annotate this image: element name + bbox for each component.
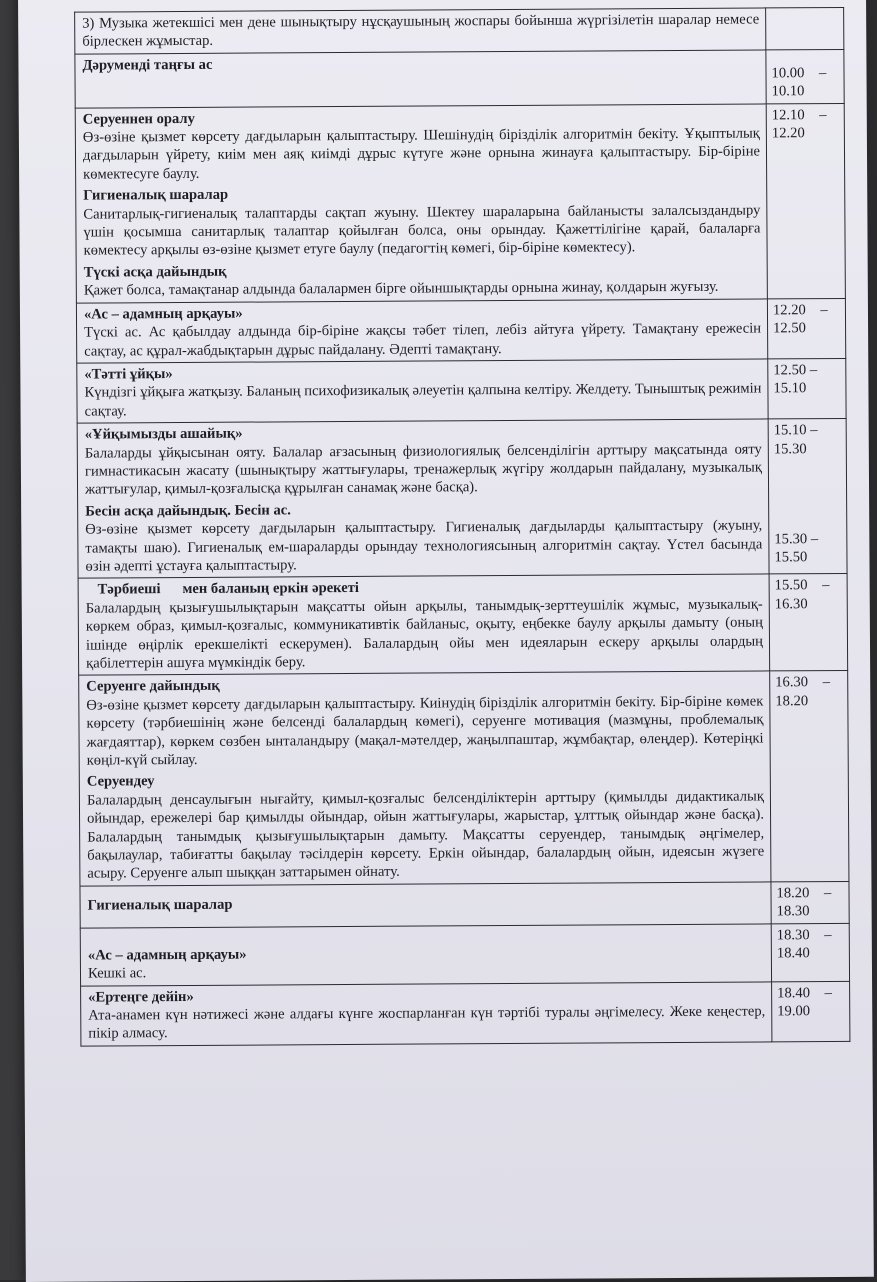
activity-cell [75,50,766,108]
activity-text: Санитарлық-гигиеналық талаптарды сақтап жуыну. Шектеу шараларына байланысты залалсыздандыру үшін қосымша санитарлық талаптар қойылған болса, оны орындау. Қажеттілігіне қарай, балаларға көмектесу арқылы өз-өзіне қызмет етуге баулу (педагогтің көмегі, бір-біріне көмектесу). [83,202,761,260]
document-page [18,0,874,1282]
time-start: 15.30 – [774,531,819,548]
activity-cell [78,574,770,675]
time-cell [766,103,845,299]
activity-text: Өз-өзіне қызмет көрсету дағдыларын қалыптастыру. Шешінудің біріздiлiк алгоритмін бекіту. Ұқыптылық дағдыларын үйрету, киім мен аяқ киімді дұрыс күтуге және орнына жинауға қалыптастыру. Бір-біріне көмектесуге баулу. [82,125,761,183]
daily-schedule-table [74,7,850,1046]
activity-title: Серуендеу [86,773,155,791]
schedule-page [74,7,850,1046]
time-dash: – [818,64,827,81]
time-end: 19.00 [777,1003,811,1020]
time-end: 18.40 [776,945,810,962]
activity-text: Балаларды ұйқысынан ояту. Балалар ағзасының физиологиялық белсенділігін арттыру мақсатында ояту гимнастикасын жасату (шынықтыру жаттығулары, тренажерлық жүгіру жолдарын пайдалану, музыкалық жаттығулар, қимыл-қозғалысқа құрылған санамақ және басқа). [84,440,762,498]
time-cell [768,358,846,419]
time-cell [766,49,844,103]
table-row [75,7,844,54]
time-cell [771,881,849,923]
activity-title: «Ас – адамның арқауы» [87,946,247,964]
time-end: 16.30 [774,595,808,613]
activity-text: Қажет болса, тамақтанар алдында балалармен бірге ойыншықтарды орнына жинау, қолдарын жуғызу. [83,279,719,299]
time-end: 18.20 [775,692,809,710]
activity-cell [75,104,767,303]
time-cell [769,574,848,672]
table-row [78,574,848,676]
time-end: 10.10 [771,83,805,100]
time-dash: – [822,577,830,594]
time-cell [770,671,849,882]
table-row [76,298,845,363]
activity-title: «Ұйқымызды ашайық» [84,425,243,443]
header-text: 3) Музыка жетекшісі мен дене шынықтыру нұсқаушының жоспары бойынша жүргізілетін шаралар немесе бірлескен жұмыстар. [82,11,760,51]
table-row [81,981,850,1046]
time-cell [771,923,849,981]
activity-text: Өз-өзіне қызмет көрсету дағдыларын қалыптастыру. Гигиеналық дағдыларды қалыптастыру (жуыну, тамақты шаю). Гигиеналық ем-шараларды орындау технологиясының алгоритмін сақтау. Үстел басында өзін әдепті ұстауға қалыптастыру. [85,517,763,575]
time-dash: – [823,884,832,901]
activity-cell [76,299,767,363]
table-row [75,103,845,303]
time-start: 12.10 [771,106,805,124]
activity-title: Гигиеналық шаралар [87,896,233,914]
activity-cell [80,882,771,928]
time-end: 15.30 [773,440,807,457]
activity-title: «Ертеңге дейін» [88,988,194,1006]
time-end: 12.20 [771,125,805,142]
activity-cell [79,671,771,886]
time-cell [768,419,847,575]
time-end: 12.50 [773,320,806,337]
time-start: 18.40 [777,984,811,1001]
table-row [77,358,846,423]
activity-title: Түскі асқа дайындық [83,263,227,281]
table-row [80,923,849,986]
time-start: 12.50 – [773,362,818,379]
time-dash: – [824,926,832,943]
activity-title: Дәруменді таңғы ас [82,56,213,74]
time-cell [766,7,844,49]
activity-text: Балалардың қызығушылықтарын мақсатты ойын арқылы, танымдық-зерттеушілік жұмыс, музыкалық-көркем образ, қимыл-қозғалыс, коммуникативтік байланыс, оқыту, еңбекке баулу арқылы дамыту (оның ішінде өңірлік ерекшелікті ескерумен). Балалардың ойы мен идеяларын ескеру арқылы олардың қабілеттерін ашуға мүмкіндік беру. [85,596,764,672]
activity-text: Кешкі ас. [87,965,147,982]
time-start: 18.30 [776,926,810,944]
time-start: 15.50 [774,577,808,594]
time-start: 12.20 [772,301,806,319]
time-cell [772,981,850,1042]
time-start: 10.00 [771,65,805,82]
activity-text: Өз-өзіне қызмет көрсету дағдыларын қалыптастыру. Киінудің біріздiлiк алгоритмін бекіту. Бір-біріне көмек көрсету (тәрбиешінің және белсенді балалардың көмегі), серуенге мотивация (мазмұны, проблемалық жағдаяттар), көркем сөзбен ынталандыру (мақал-мәтелдер, жаңылпаштар, жұмбақтар, өлеңдер). Көтеріңкі көңіл-күй сыйлау. [86,693,764,769]
activity-cell [77,359,768,423]
time-dash: – [822,674,831,691]
time-start: 16.30 [775,674,809,691]
time-dash: – [824,984,832,1001]
table-row [75,49,844,108]
time-start: 15.10 – [773,422,818,439]
time-start: 18.20 [776,885,810,902]
activity-title: Тәрбиеші мен баланың еркін әрекеті [97,580,359,598]
activity-text: Түскі ас. Ас қабылдау алдында бір-біріне жақсы тәбет тілеп, лебіз айтуға үйрету. Тамақтану ережесін сақтау, ас құрал-жабдықтарын дұрыс пайдалану. Әдепті тамақтану. [84,320,762,360]
time-dash: – [820,301,828,318]
activity-text: Ата-анамен күн нәтижесі және алдағы күнге жоспарланған күн тәртібі туралы әңгімелесу. Жеке кеңестер, пікір алмасу. [88,1003,766,1042]
activity-title: Гигиеналық шаралар [83,186,229,204]
time-end: 15.10 [773,380,807,397]
time-cell [767,298,845,359]
time-end: 15.50 [774,549,808,566]
table-row [79,671,849,886]
table-row [77,419,847,579]
activity-cell [81,981,772,1045]
time-dash: – [819,106,827,123]
activity-text: Күндізгі ұйқыға жатқызу. Баланың психофизикалық әлеуетін қалпына келтіру. Желдету. Тыныштық режимін сақтау. [84,380,762,420]
activity-title: «Ас – адамның арқауы» [83,305,243,323]
activity-cell [77,419,769,578]
activity-text: Балалардың денсаулығын нығайту, қимыл-қозғалыс белсенділіктерін арттыру (қимылды дидактикалық ойындар, ережелері бар қимылды ойындар, ойын жаттығулары, жарыстар, ұлттық ойындар және басқа). Балалардың танымдық қызығушылықтарын дамыту. Мақсатты серуендер, танымдық әңгімелер, бақылаулар, табиғатты бақылау тәсілдерін көрсету. Еркін ойындар, балалардың ойын, идеясын жүзеге асыру. Серуенге алып шыққан заттарымен ойнату. [86,788,765,883]
activity-title: «Тәтті ұйқы» [84,365,173,383]
activity-cell [80,924,771,986]
activity-title: Серуенге дайындық [86,678,220,696]
activity-title: Серуеннен оралу [82,110,195,128]
table-row [80,881,849,928]
time-end: 18.30 [776,903,810,920]
activity-title: Бесін асқа дайындық. Бесін ас. [85,502,291,520]
activity-cell [75,8,766,54]
